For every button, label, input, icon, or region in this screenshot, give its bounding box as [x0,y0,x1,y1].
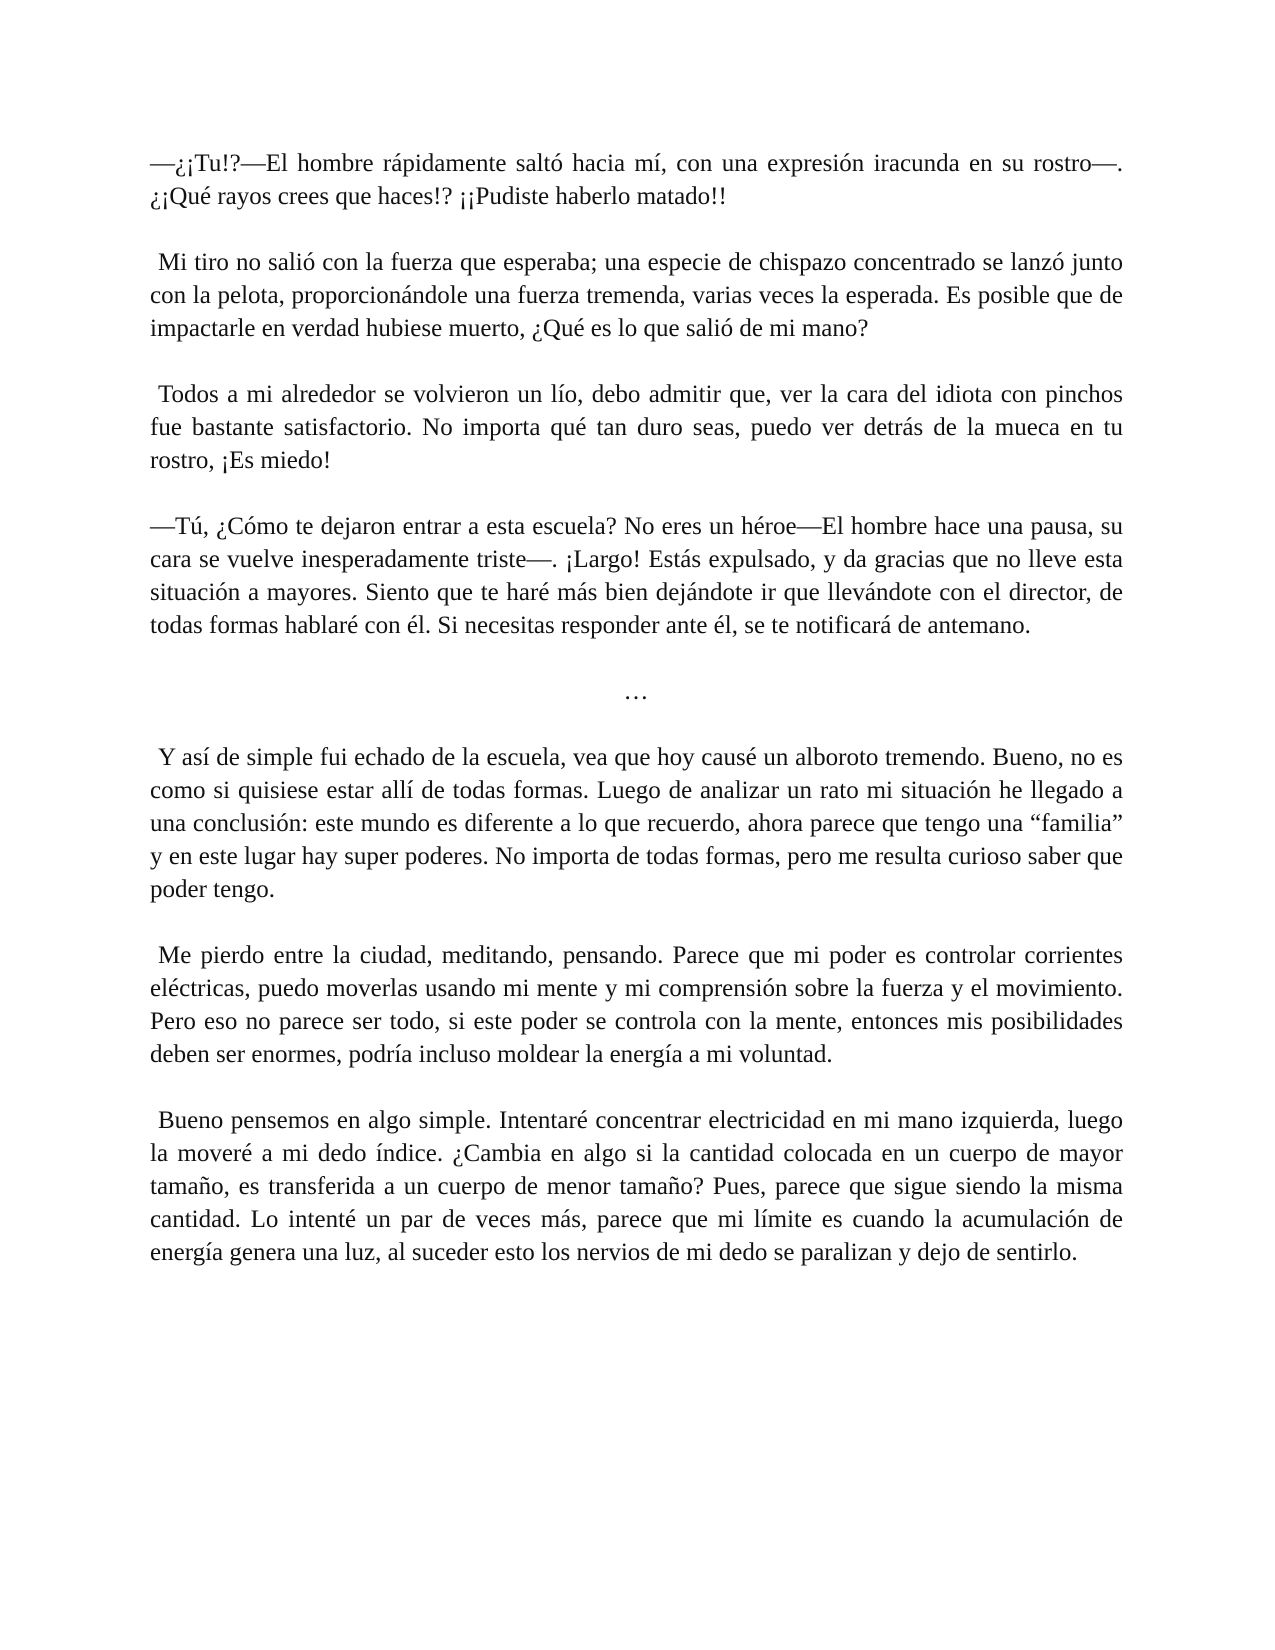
paragraph-6: Me pierdo entre la ciudad, meditando, pensando. Parece que mi poder es controlar corrientes eléctricas, puedo moverlas usando mi mente y mi comprensión sobre la fuerza y el movimiento. Pero eso no parece ser todo, si este poder se controla con la mente, entonces mis posibilidades deben ser enormes, podría incluso moldear la energía a mi voluntad. [150,942,1123,1068]
paragraph-7: Bueno pensemos en algo simple. Intentaré concentrar electricidad en mi mano izquierda, luego la moveré a mi dedo índice. ¿Cambia en algo si la cantidad colocada en un cuerpo de mayor tamaño, es transferida a un cuerpo de menor tamaño? Pues, parece que sigue siendo la misma cantidad. Lo intenté un par de veces más, parece que mi límite es cuando la acumulación de energía genera una luz, al suceder esto los nervios de mi dedo se paralizan y dejo de sentirlo. [150,1107,1123,1266]
paragraph-dialogue-4: —Tú, ¿Cómo te dejaron entrar a esta escuela? No eres un héroe—El hombre hace una pausa, su cara se vuelve inesperadamente triste—. ¡Largo! Estás expulsado, y da gracias que no lleve esta situación a mayores. Siento que te haré más bien dejándote ir que llevándote con el director, de todas formas hablaré con él. Si necesitas responder ante él, se te notificará de antemano. [150,513,1123,639]
document-body [150,147,1123,1302]
paragraph-dialogue-1: —¿¡Tu!?—El hombre rápidamente saltó hacia mí, con una expresión iracunda en su rostro—. ¿¡Qué rayos crees que haces!? ¡¡Pudiste haberlo matado!! [150,150,1123,210]
paragraph-3: Todos a mi alrededor se volvieron un lío, debo admitir que, ver la cara del idiota con pinchos fue bastante satisfactorio. No importa qué tan duro seas, puedo ver detrás de la mueca en tu rostro, ¡Es miedo! [150,381,1123,474]
scene-separator: … [623,678,650,705]
paragraph-5: Y así de simple fui echado de la escuela, vea que hoy causé un alboroto tremendo. Bueno, no es como si quisiese estar allí de todas formas. Luego de analizar un rato mi situación he llegado a una conclusión: este mundo es diferente a lo que recuerdo, ahora parece que tengo una “familia” y en este lugar hay super poderes. No importa de todas formas, pero me resulta curioso saber que poder tengo. [150,744,1123,903]
paragraph-2: Mi tiro no salió con la fuerza que esperaba; una especie de chispazo concentrado se lanzó junto con la pelota, proporcionándole una fuerza tremenda, varias veces la esperada. Es posible que de impactarle en verdad hubiese muerto, ¿Qué es lo que salió de mi mano? [150,249,1123,342]
